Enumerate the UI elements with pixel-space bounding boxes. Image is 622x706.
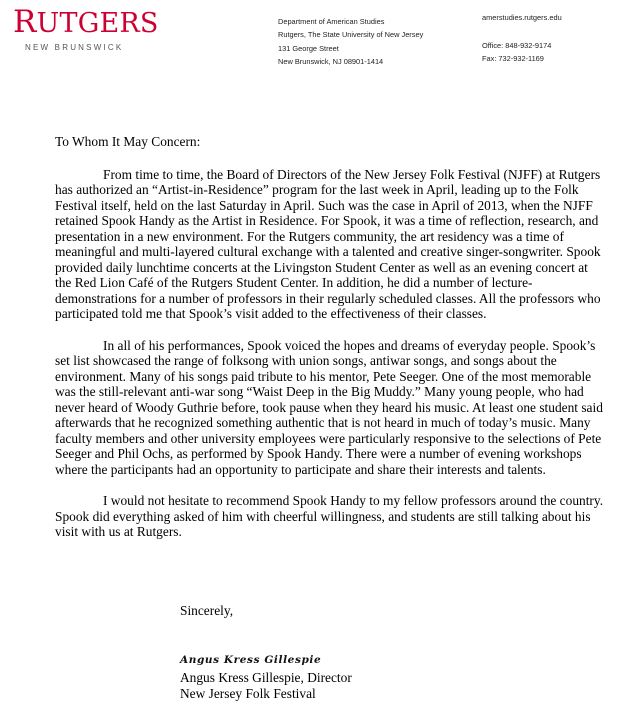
contact-info [482,13,562,63]
paragraph-2: In all of his performances, Spook voiced the hopes and dreams of everyday people. Spook’s set list showcased the range of folksong with union songs, antiwar songs, and songs about the environment. Many of his songs paid tribute to his mentor, Pete Seeger. One of the most memorable was the still-relevant anti-war song “Waist Deep in the Big Muddy.” Many young people, who had never heard of Woody Guthrie before, took pause when they heard his music. At least one student said afterwards that he recognized something authentic that is not heard in much of today’s music. Many faculty members and other university employees were particularly responsive to the selections of Pete Seeger and Phil Ochs, as performed by Spook Handy. There were a number of evening workshops where the participants had an opportunity to participate and share their interests and talents. [55,337,603,477]
department-address [278,15,423,69]
signer-block [180,670,352,701]
fax-number: Fax: 732-932-1169 [482,54,544,63]
logo-campus: NEW BRUNSWICK [25,43,124,52]
paragraph-3: I would not hesitate to recommend Spook Handy to my fellow professors around the country. Spook did everything asked of him with cheerful willingness, and students are still talking about his visit with us at Rutgers. [55,493,604,539]
office-phone: Office: 848-932-9174 [482,41,552,50]
letter-body [55,134,607,556]
closing: Sincerely, [180,603,234,618]
logo-initial: R [13,4,37,40]
rutgers-logo [13,4,159,52]
handwritten-signature: Angus Kress Gillespie [180,654,322,666]
city-address: New Brunswick, NJ 08901-1414 [278,57,384,67]
signer-name: Angus Kress Gillespie, Director [180,670,352,685]
paragraph-1: From time to time, the Board of Directors of the New Jersey Folk Festival (NJFF) at Rutgers has authorized an “Artist-in-Residence” program for the last week in April, leading up to the Folk Festival itself, held on the last Saturday in April. Such was the case in April of 2013, when the NJFF retained Spook Handy as the Artist in Residence. For Spook, it was a time of reflection, research, and presentation in a new environment. For the Rutgers community, the art residency was a time of meaningful and multi-layered cultural exchange with a talented and creative singer-songwriter. Spook provided daily lunchtime concerts at the Livingston Student Center as well as an evening concert at the Red Lion Café of the Rutgers Student Center. In addition, he did a number of lecture-demonstrations for a number of professors in their regularly scheduled classes. All the professors who participated told me that Spook’s visit added to the effectiveness of their classes. [55,166,601,321]
logo-wordmark-rest: UTGERS [36,8,159,39]
logo-wordmark [13,4,159,40]
street-address: 131 George Street [278,43,339,53]
website-link[interactable]: amerstudies.rutgers.edu [482,13,562,22]
signer-organization: New Jersey Folk Festival [180,685,316,701]
university-name: Rutgers, The State University of New Jersey [278,30,424,40]
department-name: Department of American Studies [278,17,385,26]
salutation: To Whom It May Concern: [55,134,201,149]
